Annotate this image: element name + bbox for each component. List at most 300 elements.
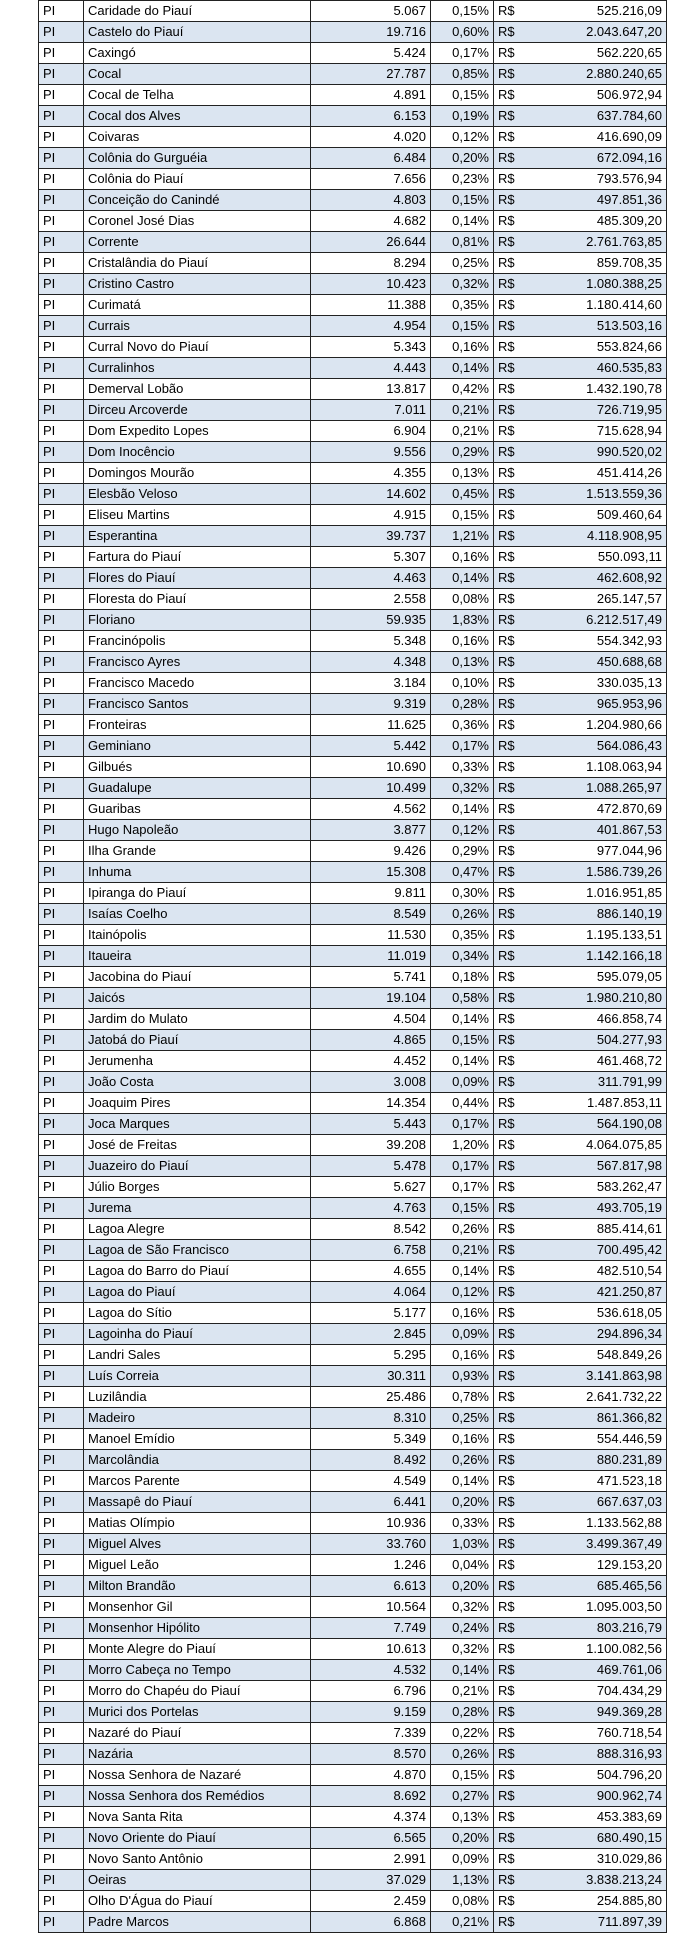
percentage-cell: 0,14% (431, 799, 494, 820)
percentage-cell: 0,20% (431, 1828, 494, 1849)
state-cell: PI (39, 1702, 84, 1723)
state-cell: PI (39, 1198, 84, 1219)
municipality-cell: Luís Correia (84, 1366, 311, 1387)
population-cell: 6.153 (311, 106, 431, 127)
state-cell: PI (39, 253, 84, 274)
population-cell: 7.749 (311, 1618, 431, 1639)
population-cell: 5.177 (311, 1303, 431, 1324)
amount-cell: 509.460,64 (527, 505, 667, 526)
currency-cell: R$ (494, 1492, 527, 1513)
table-row (39, 715, 667, 736)
percentage-cell: 0,17% (431, 1156, 494, 1177)
currency-cell: R$ (494, 169, 527, 190)
state-cell: PI (39, 1492, 84, 1513)
table-row (39, 1135, 667, 1156)
percentage-cell: 0,24% (431, 1618, 494, 1639)
state-cell: PI (39, 1576, 84, 1597)
table-row (39, 85, 667, 106)
population-cell: 4.870 (311, 1765, 431, 1786)
percentage-cell: 0,12% (431, 127, 494, 148)
amount-cell: 567.817,98 (527, 1156, 667, 1177)
currency-cell: R$ (494, 652, 527, 673)
municipality-cell: Colônia do Piauí (84, 169, 311, 190)
currency-cell: R$ (494, 1576, 527, 1597)
state-cell: PI (39, 1219, 84, 1240)
population-cell: 5.627 (311, 1177, 431, 1198)
population-cell: 33.760 (311, 1534, 431, 1555)
population-cell: 5.307 (311, 547, 431, 568)
amount-cell: 760.718,54 (527, 1723, 667, 1744)
table-row (39, 148, 667, 169)
amount-cell: 525.216,09 (527, 1, 667, 22)
percentage-cell: 0,22% (431, 1723, 494, 1744)
amount-cell: 504.796,20 (527, 1765, 667, 1786)
population-cell: 4.865 (311, 1030, 431, 1051)
table-row (39, 631, 667, 652)
population-cell: 4.562 (311, 799, 431, 820)
percentage-cell: 0,30% (431, 883, 494, 904)
amount-cell: 965.953,96 (527, 694, 667, 715)
state-cell: PI (39, 925, 84, 946)
currency-cell: R$ (494, 1828, 527, 1849)
currency-cell: R$ (494, 442, 527, 463)
table-row (39, 1555, 667, 1576)
population-cell: 5.478 (311, 1156, 431, 1177)
percentage-cell: 0,09% (431, 1324, 494, 1345)
table-row (39, 232, 667, 253)
currency-cell: R$ (494, 1177, 527, 1198)
percentage-cell: 0,12% (431, 1282, 494, 1303)
amount-cell: 564.190,08 (527, 1114, 667, 1135)
population-cell: 10.423 (311, 274, 431, 295)
currency-cell: R$ (494, 841, 527, 862)
municipality-cell: Eliseu Martins (84, 505, 311, 526)
population-cell: 2.991 (311, 1849, 431, 1870)
population-cell: 4.763 (311, 1198, 431, 1219)
municipality-cell: Olho D'Água do Piauí (84, 1891, 311, 1912)
amount-cell: 462.608,92 (527, 568, 667, 589)
currency-cell: R$ (494, 1807, 527, 1828)
currency-cell: R$ (494, 379, 527, 400)
population-cell: 5.348 (311, 631, 431, 652)
amount-cell: 330.035,13 (527, 673, 667, 694)
state-cell: PI (39, 1639, 84, 1660)
percentage-cell: 0,14% (431, 1660, 494, 1681)
municipality-cell: Coivaras (84, 127, 311, 148)
table-row (39, 421, 667, 442)
municipality-cell: Esperantina (84, 526, 311, 547)
municipality-cell: Jatobá do Piauí (84, 1030, 311, 1051)
amount-cell: 861.366,82 (527, 1408, 667, 1429)
population-cell: 5.424 (311, 43, 431, 64)
state-cell: PI (39, 1408, 84, 1429)
currency-cell: R$ (494, 883, 527, 904)
population-cell: 11.019 (311, 946, 431, 967)
municipality-cell: Novo Oriente do Piauí (84, 1828, 311, 1849)
percentage-cell: 0,17% (431, 1177, 494, 1198)
percentage-cell: 0,44% (431, 1093, 494, 1114)
table-row (39, 841, 667, 862)
amount-cell: 1.016.951,85 (527, 883, 667, 904)
population-cell: 10.613 (311, 1639, 431, 1660)
state-cell: PI (39, 904, 84, 925)
currency-cell: R$ (494, 1408, 527, 1429)
currency-cell: R$ (494, 127, 527, 148)
municipality-cell: Jaicós (84, 988, 311, 1009)
percentage-cell: 0,33% (431, 757, 494, 778)
municipality-cell: Floresta do Piauí (84, 589, 311, 610)
percentage-cell: 0,33% (431, 1513, 494, 1534)
population-cell: 9.426 (311, 841, 431, 862)
amount-cell: 704.434,29 (527, 1681, 667, 1702)
state-cell: PI (39, 1681, 84, 1702)
population-cell: 26.644 (311, 232, 431, 253)
currency-cell: R$ (494, 778, 527, 799)
state-cell: PI (39, 988, 84, 1009)
population-cell: 13.817 (311, 379, 431, 400)
table-row (39, 736, 667, 757)
percentage-cell: 0,32% (431, 274, 494, 295)
table-row (39, 1702, 667, 1723)
currency-cell: R$ (494, 925, 527, 946)
amount-cell: 885.414,61 (527, 1219, 667, 1240)
table-row (39, 442, 667, 463)
amount-cell: 990.520,02 (527, 442, 667, 463)
state-cell: PI (39, 841, 84, 862)
state-cell: PI (39, 211, 84, 232)
state-cell: PI (39, 169, 84, 190)
state-cell: PI (39, 715, 84, 736)
table-row (39, 1198, 667, 1219)
amount-cell: 416.690,09 (527, 127, 667, 148)
municipality-cell: Hugo Napoleão (84, 820, 311, 841)
percentage-cell: 1,03% (431, 1534, 494, 1555)
population-cell: 1.246 (311, 1555, 431, 1576)
amount-cell: 793.576,94 (527, 169, 667, 190)
amount-cell: 294.896,34 (527, 1324, 667, 1345)
currency-cell: R$ (494, 967, 527, 988)
state-cell: PI (39, 295, 84, 316)
population-cell: 10.564 (311, 1597, 431, 1618)
percentage-cell: 0,21% (431, 400, 494, 421)
municipality-cell: Massapê do Piauí (84, 1492, 311, 1513)
amount-cell: 667.637,03 (527, 1492, 667, 1513)
amount-cell: 803.216,79 (527, 1618, 667, 1639)
currency-cell: R$ (494, 1219, 527, 1240)
municipality-cell: Corrente (84, 232, 311, 253)
percentage-cell: 0,13% (431, 463, 494, 484)
currency-cell: R$ (494, 1, 527, 22)
population-cell: 2.558 (311, 589, 431, 610)
table-row (39, 1177, 667, 1198)
state-cell: PI (39, 1114, 84, 1135)
amount-cell: 1.195.133,51 (527, 925, 667, 946)
percentage-cell: 0,12% (431, 820, 494, 841)
municipality-cell: Curral Novo do Piauí (84, 337, 311, 358)
currency-cell: R$ (494, 820, 527, 841)
amount-cell: 685.465,56 (527, 1576, 667, 1597)
percentage-cell: 0,16% (431, 1303, 494, 1324)
state-cell: PI (39, 967, 84, 988)
currency-cell: R$ (494, 1450, 527, 1471)
percentage-cell: 0,21% (431, 1681, 494, 1702)
currency-cell: R$ (494, 1513, 527, 1534)
amount-cell: 2.641.732,22 (527, 1387, 667, 1408)
currency-cell: R$ (494, 1765, 527, 1786)
municipality-cell: Floriano (84, 610, 311, 631)
state-cell: PI (39, 736, 84, 757)
percentage-cell: 0,32% (431, 1639, 494, 1660)
table-row (39, 316, 667, 337)
population-cell: 30.311 (311, 1366, 431, 1387)
population-cell: 4.891 (311, 85, 431, 106)
municipality-cell: Cocal dos Alves (84, 106, 311, 127)
population-cell: 14.602 (311, 484, 431, 505)
table-row (39, 400, 667, 421)
state-cell: PI (39, 1282, 84, 1303)
population-cell: 8.294 (311, 253, 431, 274)
state-cell: PI (39, 547, 84, 568)
municipality-cell: Juazeiro do Piauí (84, 1156, 311, 1177)
amount-cell: 900.962,74 (527, 1786, 667, 1807)
population-cell: 19.716 (311, 22, 431, 43)
state-cell: PI (39, 1009, 84, 1030)
amount-cell: 453.383,69 (527, 1807, 667, 1828)
percentage-cell: 0,14% (431, 211, 494, 232)
municipality-cell: Flores do Piauí (84, 568, 311, 589)
amount-cell: 421.250,87 (527, 1282, 667, 1303)
state-cell: PI (39, 1513, 84, 1534)
table-row (39, 1471, 667, 1492)
municipality-cell: Murici dos Portelas (84, 1702, 311, 1723)
amount-cell: 401.867,53 (527, 820, 667, 841)
state-cell: PI (39, 1093, 84, 1114)
percentage-cell: 0,26% (431, 1219, 494, 1240)
currency-cell: R$ (494, 1702, 527, 1723)
table-row (39, 1639, 667, 1660)
amount-cell: 553.824,66 (527, 337, 667, 358)
population-cell: 4.682 (311, 211, 431, 232)
amount-cell: 504.277,93 (527, 1030, 667, 1051)
population-cell: 4.020 (311, 127, 431, 148)
state-cell: PI (39, 1303, 84, 1324)
municipality-cell: Monte Alegre do Piauí (84, 1639, 311, 1660)
state-cell: PI (39, 421, 84, 442)
amount-cell: 2.761.763,85 (527, 232, 667, 253)
population-cell: 10.936 (311, 1513, 431, 1534)
state-cell: PI (39, 1807, 84, 1828)
table-row (39, 1408, 667, 1429)
amount-cell: 562.220,65 (527, 43, 667, 64)
state-cell: PI (39, 337, 84, 358)
amount-cell: 859.708,35 (527, 253, 667, 274)
currency-cell: R$ (494, 1051, 527, 1072)
municipality-cell: Lagoa Alegre (84, 1219, 311, 1240)
currency-cell: R$ (494, 1093, 527, 1114)
percentage-cell: 0,28% (431, 694, 494, 715)
percentage-cell: 0,17% (431, 43, 494, 64)
population-cell: 4.532 (311, 1660, 431, 1681)
table-row (39, 547, 667, 568)
amount-cell: 548.849,26 (527, 1345, 667, 1366)
amount-cell: 450.688,68 (527, 652, 667, 673)
population-cell: 4.443 (311, 358, 431, 379)
table-row (39, 1450, 667, 1471)
amount-cell: 715.628,94 (527, 421, 667, 442)
municipality-cell: Cocal (84, 64, 311, 85)
percentage-cell: 1,13% (431, 1870, 494, 1891)
population-cell: 4.064 (311, 1282, 431, 1303)
amount-cell: 977.044,96 (527, 841, 667, 862)
population-cell: 9.811 (311, 883, 431, 904)
currency-cell: R$ (494, 1009, 527, 1030)
municipality-cell: Marcolândia (84, 1450, 311, 1471)
percentage-cell: 0,15% (431, 1198, 494, 1219)
state-cell: PI (39, 652, 84, 673)
percentage-cell: 0,16% (431, 547, 494, 568)
amount-cell: 888.316,93 (527, 1744, 667, 1765)
municipality-cell: Joca Marques (84, 1114, 311, 1135)
currency-cell: R$ (494, 988, 527, 1009)
population-cell: 4.355 (311, 463, 431, 484)
amount-cell: 554.342,93 (527, 631, 667, 652)
table-row (39, 946, 667, 967)
table-body (39, 1, 667, 1933)
amount-cell: 711.897,39 (527, 1912, 667, 1933)
population-cell: 5.067 (311, 1, 431, 22)
percentage-cell: 0,14% (431, 1261, 494, 1282)
amount-cell: 506.972,94 (527, 85, 667, 106)
population-cell: 19.104 (311, 988, 431, 1009)
currency-cell: R$ (494, 505, 527, 526)
table-row (39, 1765, 667, 1786)
state-cell: PI (39, 946, 84, 967)
percentage-cell: 0,15% (431, 1030, 494, 1051)
state-cell: PI (39, 1324, 84, 1345)
percentage-cell: 1,21% (431, 526, 494, 547)
amount-cell: 2.880.240,65 (527, 64, 667, 85)
municipality-cell: Marcos Parente (84, 1471, 311, 1492)
population-cell: 6.484 (311, 148, 431, 169)
state-cell: PI (39, 43, 84, 64)
table-row (39, 1618, 667, 1639)
table-row (39, 799, 667, 820)
population-cell: 4.803 (311, 190, 431, 211)
municipality-cell: Curralinhos (84, 358, 311, 379)
state-cell: PI (39, 127, 84, 148)
percentage-cell: 0,16% (431, 631, 494, 652)
percentage-cell: 0,13% (431, 652, 494, 673)
state-cell: PI (39, 862, 84, 883)
table-row (39, 169, 667, 190)
currency-cell: R$ (494, 1618, 527, 1639)
population-cell: 2.845 (311, 1324, 431, 1345)
table-row (39, 1492, 667, 1513)
amount-cell: 1.095.003,50 (527, 1597, 667, 1618)
table-row (39, 1429, 667, 1450)
percentage-cell: 0,21% (431, 1912, 494, 1933)
amount-cell: 536.618,05 (527, 1303, 667, 1324)
population-cell: 7.656 (311, 169, 431, 190)
table-row (39, 22, 667, 43)
municipality-cell: Matias Olímpio (84, 1513, 311, 1534)
percentage-cell: 0,15% (431, 190, 494, 211)
currency-cell: R$ (494, 316, 527, 337)
state-cell: PI (39, 1891, 84, 1912)
state-cell: PI (39, 673, 84, 694)
table-row (39, 1219, 667, 1240)
amount-cell: 513.503,16 (527, 316, 667, 337)
state-cell: PI (39, 1786, 84, 1807)
amount-cell: 1.204.980,66 (527, 715, 667, 736)
state-cell: PI (39, 610, 84, 631)
table-row (39, 1156, 667, 1177)
amount-cell: 493.705,19 (527, 1198, 667, 1219)
state-cell: PI (39, 1828, 84, 1849)
currency-cell: R$ (494, 1555, 527, 1576)
amount-cell: 583.262,47 (527, 1177, 667, 1198)
population-cell: 9.159 (311, 1702, 431, 1723)
currency-cell: R$ (494, 1366, 527, 1387)
table-row (39, 904, 667, 925)
currency-cell: R$ (494, 148, 527, 169)
currency-cell: R$ (494, 1681, 527, 1702)
amount-cell: 680.490,15 (527, 1828, 667, 1849)
population-cell: 6.613 (311, 1576, 431, 1597)
municipality-cell: Ipiranga do Piauí (84, 883, 311, 904)
state-cell: PI (39, 358, 84, 379)
municipality-cell: Cocal de Telha (84, 85, 311, 106)
municipality-cell: João Costa (84, 1072, 311, 1093)
percentage-cell: 0,26% (431, 904, 494, 925)
percentage-cell: 0,20% (431, 1576, 494, 1597)
currency-cell: R$ (494, 1387, 527, 1408)
municipality-cell: Coronel José Dias (84, 211, 311, 232)
percentage-cell: 0,81% (431, 232, 494, 253)
municipality-cell: Landri Sales (84, 1345, 311, 1366)
municipality-cell: Miguel Alves (84, 1534, 311, 1555)
percentage-cell: 0,45% (431, 484, 494, 505)
amount-cell: 129.153,20 (527, 1555, 667, 1576)
amount-cell: 485.309,20 (527, 211, 667, 232)
amount-cell: 2.043.647,20 (527, 22, 667, 43)
state-cell: PI (39, 1597, 84, 1618)
amount-cell: 949.369,28 (527, 1702, 667, 1723)
amount-cell: 497.851,36 (527, 190, 667, 211)
table-row (39, 1345, 667, 1366)
population-cell: 5.343 (311, 337, 431, 358)
percentage-cell: 0,28% (431, 1702, 494, 1723)
municipality-cell: Demerval Lobão (84, 379, 311, 400)
state-cell: PI (39, 1765, 84, 1786)
municipality-cell: Francisco Ayres (84, 652, 311, 673)
amount-cell: 880.231,89 (527, 1450, 667, 1471)
table-row (39, 1849, 667, 1870)
municipality-cell: Elesbão Veloso (84, 484, 311, 505)
municipality-cell: Nova Santa Rita (84, 1807, 311, 1828)
state-cell: PI (39, 379, 84, 400)
currency-cell: R$ (494, 358, 527, 379)
table-row (39, 1366, 667, 1387)
amount-cell: 311.791,99 (527, 1072, 667, 1093)
state-cell: PI (39, 22, 84, 43)
population-cell: 27.787 (311, 64, 431, 85)
currency-cell: R$ (494, 1849, 527, 1870)
table-row (39, 568, 667, 589)
percentage-cell: 0,14% (431, 568, 494, 589)
currency-cell: R$ (494, 484, 527, 505)
municipality-cell: Lagoa de São Francisco (84, 1240, 311, 1261)
